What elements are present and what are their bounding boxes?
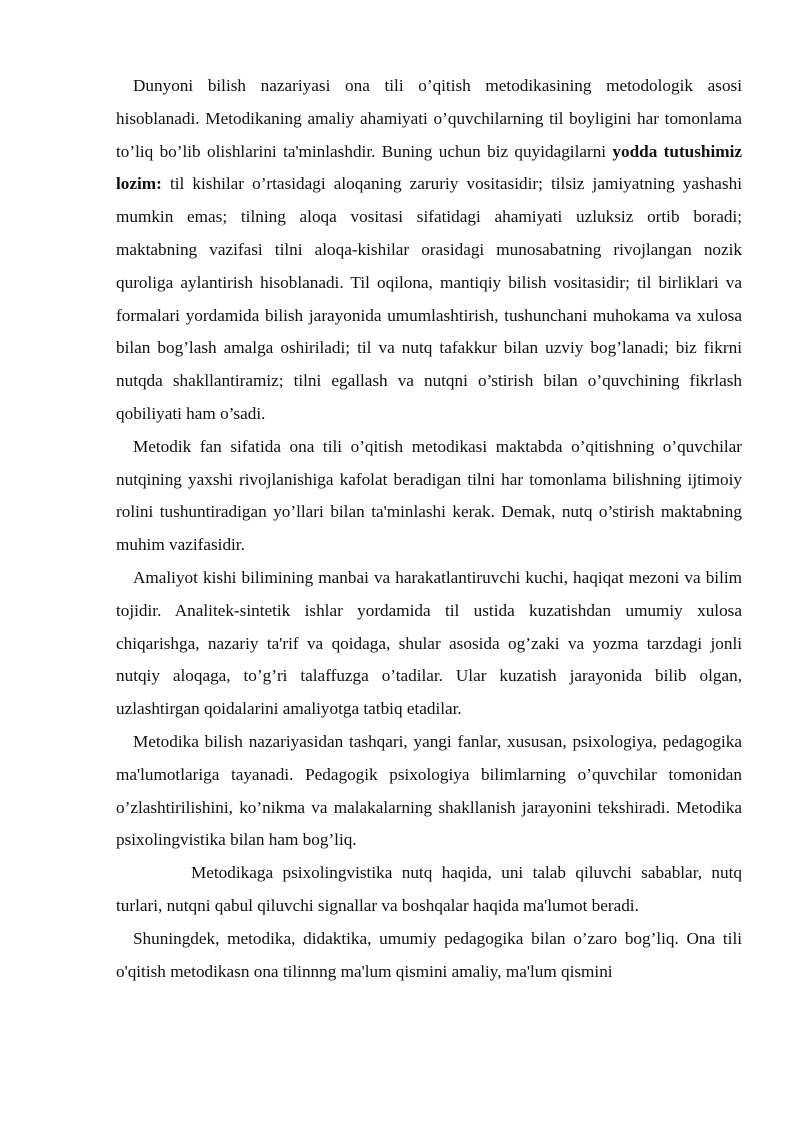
paragraph-practice: Amaliyot kishi bilimining manbai va harakatlantiruvchi kuchi, haqiqat mezoni va bilim tojidir. Analitek-sintetik ishlar yordamida til ustida kuzatishdan umumiy xulosa chiqarishga, nazariy ta'rif va qoidaga, shular asosida og’zaki va yozma tarzdagi jonli nutqiy aloqaga, to’g’ri talaffuzga o’tadilar. Ular kuzatish jarayonida bilib olgan, uzlashtirgan qoidalarini amaliyotga tatbiq etadilar. <box>116 567 742 719</box>
paragraph-methodology-basis <box>116 70 742 431</box>
paragraph-rest-text: til kishilar o’rtasidagi aloqaning zaruriy vositasidir; tilsiz jamiyatning yashashi mumkin emas; tilning aloqa vositasi sifatidagi ahamiyati uzluksiz ortib boradi; maktabning vazifasi tilni aloqa-kishilar orasidagi munosabatning rivojlangan nozik quroliga aylantirish hisoblanadi. Til oqilona, mantiqiy bilish vositasidir; til birliklari va formalari yordamida bilish jarayonida umumlashtirish, tushunchani muhokama va xulosa bilan bog’lash amalga oshiriladi; til va nutq tafakkur bilan uzviy bog’lanadi; biz fikrni nutqda shakllantiramiz; tilni egallash va nutqni o’stirish bilan o’quvchining fikrlash qobiliyati ham o’sadi. <box>116 174 742 423</box>
paragraph-psycholinguistics: Metodikaga psixolingvistika nutq haqida, uni talab qiluvchi sabablar, nutq turlari, nutqni qabul qiluvchi signallar va boshqalar haqida ma'lumot beradi. <box>116 863 742 915</box>
paragraph-lead-text: Dunyoni bilish nazariyasi ona tili o’qitish metodikasining metodologik asosi hisoblanadi. Metodikaning amaliy ahamiyati o’quvchilarning til boyligini har tomonlama to’liq bo’lib olishlarini ta'minlashdir. Buning uchun biz quyidagilarni <box>116 76 742 161</box>
paragraph-methodic-science: Metodik fan sifatida ona tili o’qitish metodikasi maktabda o’qitishning o’quvchilar nutqining yaxshi rivojlanishiga kafolat beradigan tilni har tomonlama bilishning ijtimoiy rolini tushuntiradigan yo’llari bilan ta'minlashi kerak. Demak, nutq o’stirish maktabning muhim vazifasidir. <box>116 436 742 555</box>
document-page <box>116 70 742 988</box>
paragraph-epistemology: Metodika bilish nazariyasidan tashqari, yangi fanlar, xususan, psixologiya, pedagogika ma'lumotlariga tayanadi. Pedagogik psixologiya bilimlarning o’quvchilar tomonidan o’zlashtirilishini, ko’nikma va malakalarning shakllanish jarayonini tekshiradi. Metodika psixolingvistika bilan ham bog’liq. <box>116 731 742 850</box>
paragraph-didactics: Shuningdek, metodika, didaktika, umumiy pedagogika bilan o’zaro bog’liq. Ona tili o'qitish metodikasn ona tilinnng ma'lum qismini amaliy, ma'lum qismini <box>116 928 742 981</box>
bold-phrase: yodda tutushimiz lozim: <box>116 141 742 194</box>
